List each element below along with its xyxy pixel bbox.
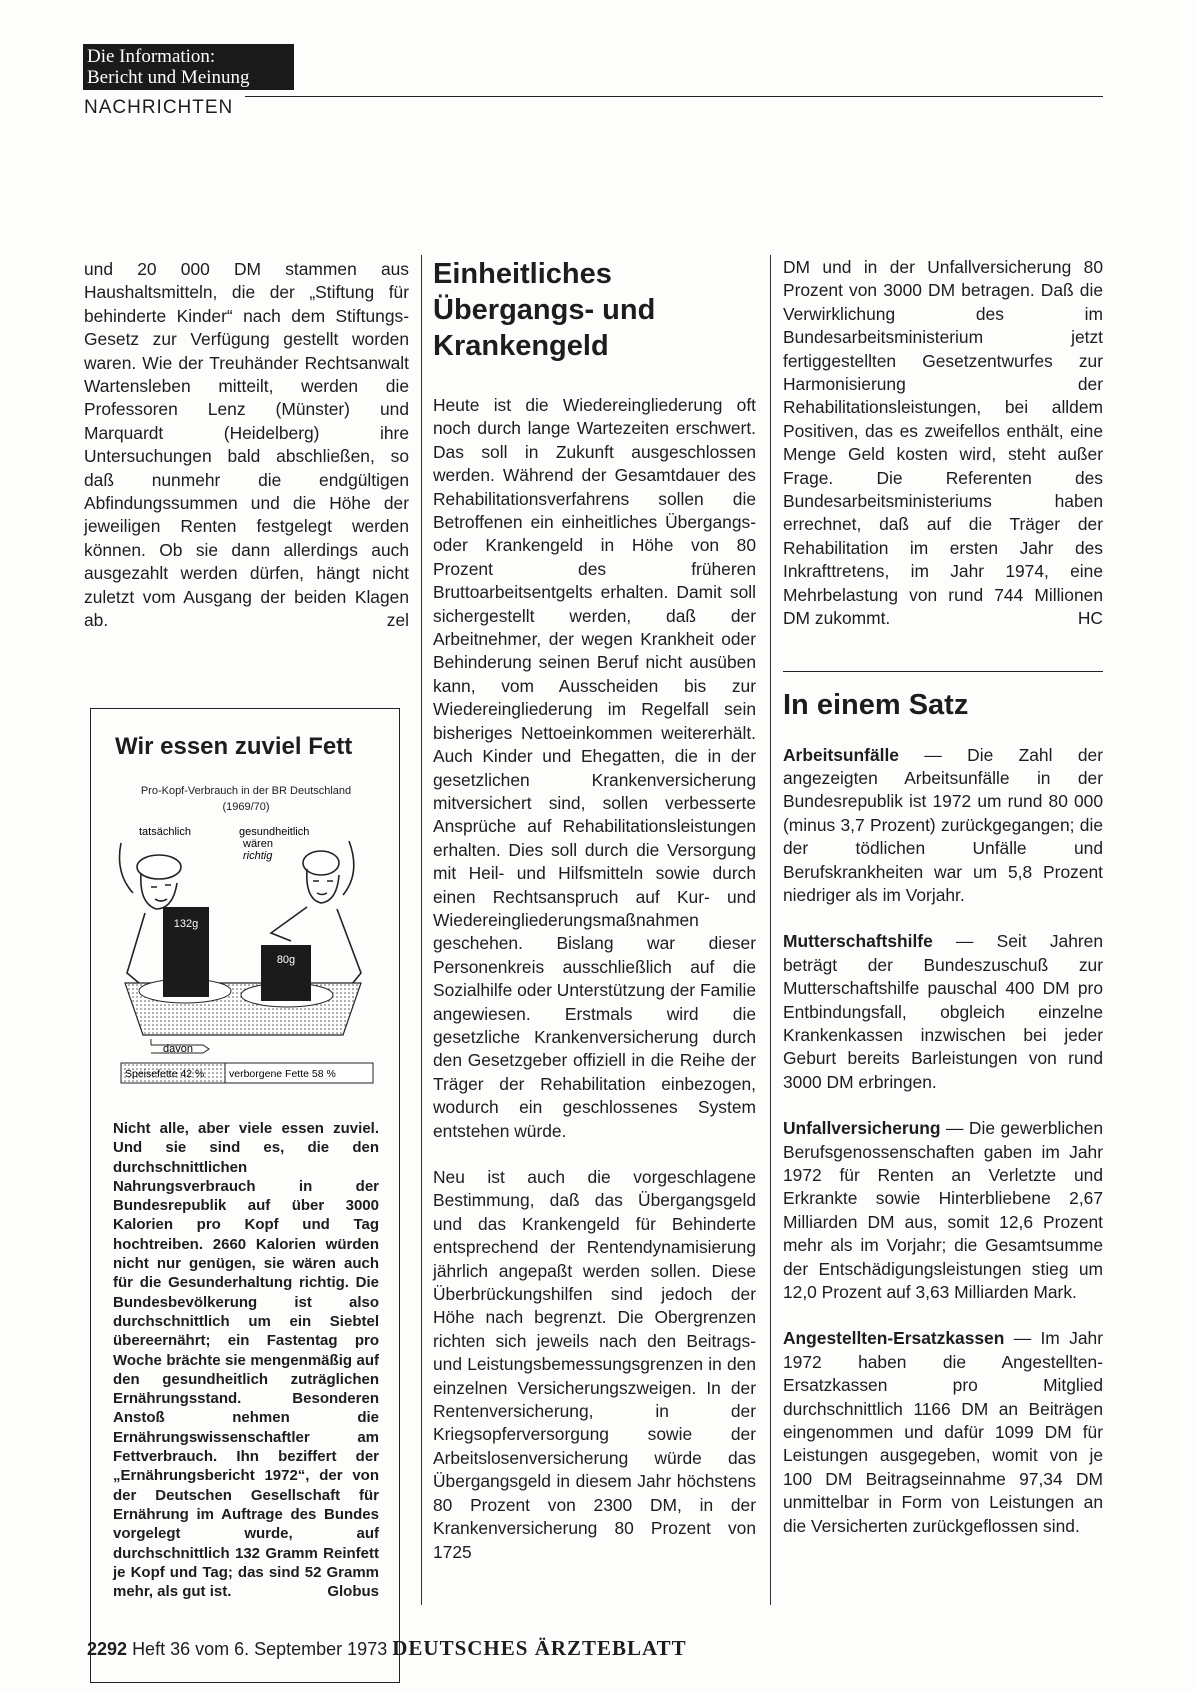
in-einem-satz-headline: In einem Satz xyxy=(783,688,969,721)
label-healthy-2: wären xyxy=(243,838,273,850)
label-actual: tatsächlich xyxy=(139,826,191,838)
column-3 xyxy=(783,256,1103,1538)
infographic-illustration xyxy=(111,823,381,1093)
section-header-box xyxy=(83,44,294,90)
page-footer xyxy=(87,1636,687,1661)
article-paragraph-1: Heute ist die Wiedereingliederung oft noch durch lange Wartezeiten erschwert. Das soll in Zukunft ausgeschlossen werden. Während der Gesamtdauer des Rehabilitationsverfahrens sollen die Betroffenen ein einheitliches Übergangs- oder Krankengeld in Höhe von 80 Prozent des früheren Bruttoarbeitsentgelts erhalten. Damit soll sichergestellt werden, daß der Arbeitnehmer, der wegen Krankheit oder Behinderung seinen Beruf nicht ausüben kann, vom Ausscheiden bis zur Wiedereingliederung im Regelfall sein bisheriges Nettoeinkommen weitererhält. Auch Kinder und Ehegatten, die in der gesetzlichen Krankenversicherung mitversichert sind, sollen verbesserte Ansprüche auf Rehabilitationsleistungen erhalten. Dies soll durch die Versorgung mit Heil- und Hilfsmitteln sowie durch einen Rechtsanspruch auf Kur- und Wiedereingliederungsmaßnahmen geschehen. Bislang war dieser Personenkreis ausschließlich auf die Sozialhilfe oder Unterstützung der Familie angewiesen. Erstmals wird die gesetzliche Krankenversicherung durch den Gesetzgeber offiziell in die Reihe der Träger der Rehabilitation einbezogen, wodurch ein geschlossenes System entstehen würde. xyxy=(433,395,756,1141)
infobox-source: Globus xyxy=(327,1583,379,1601)
header-rule xyxy=(245,96,1103,97)
value-healthy: 80g xyxy=(276,954,296,966)
label-healthy-3: richtig xyxy=(243,850,273,862)
infobox-text: Nicht alle, aber viele essen zuviel. Und sie sind es, die den durchschnittlichen Nahrungsverbrauch in der Bundesrepublik auf über 3000 Kalorien pro Kopf und Tag hochtreiben. 2660 Kalorien würden nicht nur genügen, sie wären auch für die Gesunderhaltung richtig. Die Bundesbevölkerung ist also durchschnittlich um ein Siebtel übereernährt; ein Fastentag pro Woche brächte sie mengenmäßig auf den gesundheitlich zuträglichen Ernährungsstand. Besonderen Anstoß nehmen die Ernährungswissenschaftler am Fettverbrauch. Ihn beziffert der „Ernährungsbericht 1972“, der von der Deutschen Gesellschaft für Ernährung im Auftrage des Bundes vorgelegt wurde, auf durchschnittlich 132 Gramm Reinfett je Kopf und Tag; das sind 52 Gramm mehr, als gut ist. Globus xyxy=(113,1120,379,1601)
label-healthy-1: gesundheitlich xyxy=(239,826,310,838)
header-box-line1: Die Information: xyxy=(87,46,216,67)
news-item: Mutterschaftshilfe — Seit Jahren beträgt der Bundeszuschuß zur Mutterschaftshilfe pauschal 400 DM pro Entbindungsfall, obgleich einzelne Krankenkassen inzwischen bei jeder Geburt bereits Barleistungen von rund 3000 DM erbringen. xyxy=(783,931,1103,1092)
column-2 xyxy=(433,256,756,1564)
column-1 xyxy=(84,258,409,633)
page-number: 2292 xyxy=(87,1639,128,1659)
infobox-title: Wir essen zuviel Fett xyxy=(115,733,353,760)
magazine-name: DEUTSCHES ÄRZTEBLATT xyxy=(392,1636,687,1660)
infobox-subtitle: Pro-Kopf-Verbrauch in der BR Deutschland (1969/70) xyxy=(140,785,352,813)
label-visible-fat: Speisefette 42 % xyxy=(125,1068,205,1080)
column-divider-1 xyxy=(421,255,422,1605)
news-item: Angestellten-Ersatzkassen — Im Jahr 1972 haben die Angestellten-Ersatzkassen pro Mitglied durchschnittlich 1166 DM an Beiträgen eingenommen und dafür 1099 DM für Leistungen ausgegeben, womit von je 100 DM Beitragseinnahme 97,34 DM unmittelbar in Form von Leistungen an die Versicherten zurückgeflossen sind. xyxy=(783,1328,1103,1536)
news-item: Unfallversicherung — Die gewerblichen Berufsgenossenschaften gaben im Jahr 1972 für Renten an Verletzte und Erkrankte sowie Hinterbliebene 2,67 Milliarden DM aus, somit 12,6 Prozent mehr als im Vorjahr; die Gesamtsumme der Entschädigungsleistungen stieg um 12,0 Prozent auf 3,63 Milliarden Mark. xyxy=(783,1118,1103,1303)
column-divider-2 xyxy=(770,255,771,1605)
article-continuation: DM und in der Unfallversicherung 80 Prozent von 3000 DM betragen. Daß die Verwirklichung des im Bundesarbeitsministerium jetzt fertiggestellten Gesetzentwurfes zur Harmonisierung der Rehabilitationsleistungen, bei alldem Positiven, das es zweifellos enthält, eine Menge Geld kosten wird, steht außer Frage. Die Referenten des Bundesarbeitsministeriums haben errechnet, daß auf die Träger der Rehabilitation im ersten Jahr des Inkrafttretens, im Jahr 1974, eine Mehrbelastung von rund 744 Millionen DM zukommt. HC xyxy=(783,256,1103,631)
value-actual: 132g xyxy=(173,918,199,930)
news-item: Arbeitsunfälle — Die Zahl der angezeigten Arbeitsunfälle in der Bundesrepublik ist 1972 um rund 80 000 (minus 3,7 Prozent) zurückgegangen; die der tödlichen Unfälle und Berufskrankheiten war um 5,8 Prozent niedriger als im Vorjahr. xyxy=(783,744,1103,905)
article-paragraph-2: Neu ist auch die vorgeschlagene Bestimmung, daß das Übergangsgeld und das Krankengeld für Behinderte entsprechend der Rentendynamisierung jährlich angepaßt werden sollen. Diese Überbrückungshilfen sind jedoch der Höhe nach begrenzt. Die Obergrenzen richten sich jeweils nach den Beitrags- und Leistungsbemessungsgrenzen in den einzelnen Versicherungszweigen. In der Rentenversicherung, in der Kriegsopferversorgung sowie der Arbeitslosenversicherung würde das Übergangsgeld in diesem Jahr höchstens 80 Prozent von 2300 DM, in der Krankenversicherung 80 Prozent von 1725 xyxy=(433,1167,756,1562)
section-label: NACHRICHTEN xyxy=(84,97,234,118)
col1-paragraph: und 20 000 DM stammen aus Haushaltsmitteln, die der „Stiftung für behinderte Kinder“ nach dem Stiftungs-Gesetz zur Verfügung gestellt worden waren. Wie der Treuhänder Rechtsanwalt Wartensleben mitteilt, werden die Professoren Lenz (Münster) und Marquardt (Heidelberg) ihre Untersuchungen bald abschließen, so daß nunmehr die endgültigen Abfindungssummen und die Höhe der jeweiligen Renten festgelegt werden können. Ob sie dann allerdings auch ausgezahlt werden dürfen, hängt nicht zuletzt vom Ausgang der beiden Klagen ab. zel xyxy=(84,258,409,633)
issue-info: Heft 36 vom 6. September 1973 xyxy=(132,1639,388,1659)
label-davon: davon xyxy=(163,1043,193,1055)
article-author-sign: HC xyxy=(1077,608,1103,629)
header-box-line2: Bericht und Meinung xyxy=(87,67,250,88)
col1-author-sign: zel xyxy=(386,610,409,631)
infobox-fat-consumption xyxy=(90,708,400,1683)
section-rule xyxy=(783,671,1103,672)
article-headline: Einheitliches Übergangs- und Krankengeld xyxy=(433,258,656,362)
label-hidden-fat: verborgene Fette 58 % xyxy=(229,1068,336,1080)
